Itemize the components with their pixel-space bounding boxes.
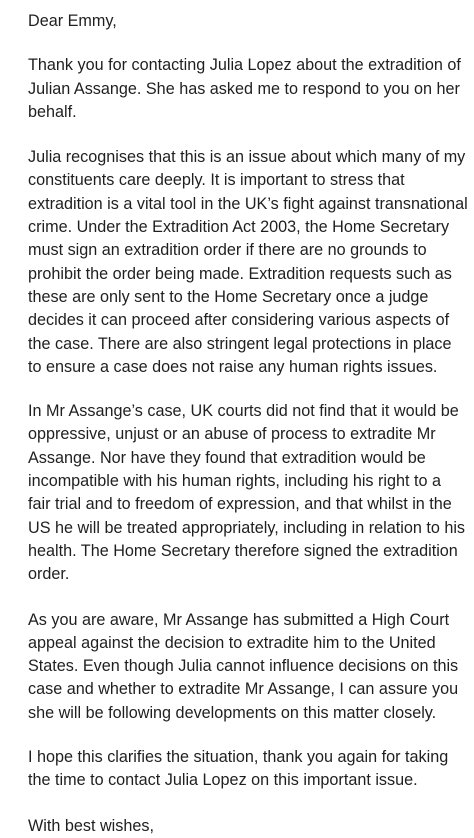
letter-line: Julia recognises that this is an issue about which many of my	[28, 148, 466, 167]
letter-line: these are only sent to the Home Secretary once a judge	[28, 287, 429, 306]
letter-line: she will be following developments on this matter closely.	[28, 703, 437, 722]
letter-line: must sign an extradition order if there are no grounds to	[28, 241, 427, 260]
letter-line: Julian Assange. She has asked me to respond to you on her	[28, 79, 460, 98]
letter-paragraph-3	[28, 400, 464, 586]
letter-line: the time to contact Julia Lopez on this important issue.	[28, 771, 418, 790]
letter-line: As you are aware, Mr Assange has submitted a High Court	[28, 610, 450, 629]
letter-line: behalf.	[28, 102, 77, 121]
letter-paragraph-4	[28, 609, 464, 725]
letter-line: extradition is a vital tool in the UK’s fight against transnational	[28, 194, 468, 213]
letter-line: prohibit the order being made. Extradition requests such as	[28, 264, 452, 283]
letter-line: I hope this clarifies the situation, thank you again for taking	[28, 748, 449, 767]
letter-paragraph-5	[28, 746, 464, 793]
letter-closing	[28, 815, 464, 838]
letter-line: States. Even though Julia cannot influence decisions on this	[28, 657, 459, 676]
letter-line: health. The Home Secretary therefore signed the extradition	[28, 541, 458, 560]
letter-line: the case. There are also stringent legal protections in place	[28, 334, 452, 353]
letter-line: With best wishes,	[28, 816, 154, 835]
letter-greeting	[28, 10, 464, 33]
letter-line: In Mr Assange’s case, UK courts did not find that it would be	[28, 402, 459, 421]
letter-line: constituents care deeply. It is important to stress that	[28, 171, 405, 190]
letter-line: US he will be treated appropriately, including in relation to his	[28, 518, 466, 537]
letter-line: Dear Emmy,	[28, 12, 117, 30]
letter-line: appeal against the decision to extradite him to the United	[28, 633, 436, 652]
letter-line: oppressive, unjust or an abuse of process to extradite Mr	[28, 425, 436, 444]
letter-line: decides it can proceed after considering various aspects of	[28, 311, 450, 330]
letter-paragraph-2	[28, 146, 468, 379]
letter-line: fair trial and to freedom of expression, and that whilst in the	[28, 495, 452, 514]
letter-line: incompatible with his human rights, including his right to a	[28, 472, 441, 491]
letter-line: crime. Under the Extradition Act 2003, the Home Secretary	[28, 218, 450, 237]
letter-line: case and whether to extradite Mr Assange, I can assure you	[28, 680, 459, 699]
letter-line: order.	[28, 565, 70, 584]
letter-line: Assange. Nor have they found that extradition would be	[28, 448, 426, 467]
letter-body	[28, 10, 468, 838]
letter-paragraph-1	[28, 54, 464, 124]
letter-line: Thank you for contacting Julia Lopez about the extradition of	[28, 56, 461, 75]
letter-line: to ensure a case does not raise any human rights issues.	[28, 357, 438, 376]
